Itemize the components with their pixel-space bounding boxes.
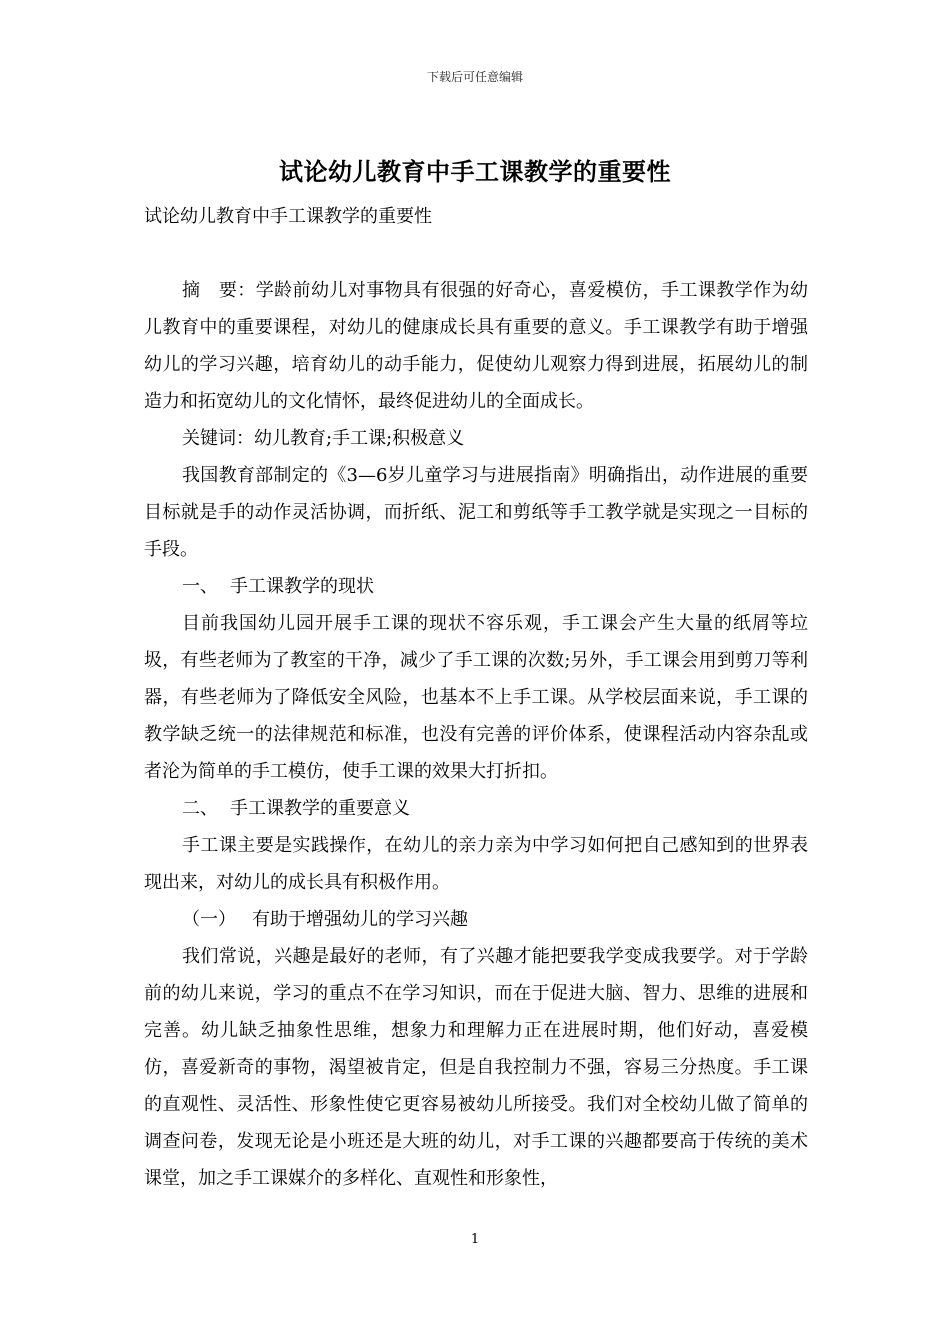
section-heading-2 xyxy=(144,790,808,827)
section-paragraph-1: 目前我国幼儿园开展手工课的现状不容乐观，手工课会产生大量的纸屑等垃圾，有些老师为了教室的干净，减少了手工课的次数;另外，手工课会用到剪刀等利器，有些老师为了降低安全风险，也基本不上手工课。从学校层面来说，手工课的教学缺乏统一的法律规范和标准，也没有完善的评价体系，使课程活动内容杂乱或者沦为简单的手工模仿，使手工课的效果大打折扣。 xyxy=(144,613,808,782)
subtitle: 试论幼儿教育中手工课教学的重要性 xyxy=(144,206,432,227)
keywords-paragraph: 关键词：幼儿教育;手工课;积极意义 xyxy=(182,428,465,449)
section-title-2: 手工课教学的重要意义 xyxy=(230,798,410,819)
subsection-number-1: （一） xyxy=(182,909,236,930)
section-paragraph-2: 手工课主要是实践操作，在幼儿的亲力亲为中学习如何把自己感知到的世界表现出来，对幼儿的成长具有积极作用。 xyxy=(144,835,808,893)
page-number: 1 xyxy=(470,1232,480,1247)
section-heading-1 xyxy=(144,568,808,605)
document-body xyxy=(144,198,808,1197)
subsection-heading-1 xyxy=(144,901,808,938)
header-note: 下载后可任意编辑 xyxy=(426,70,523,84)
section-title-1: 手工课教学的现状 xyxy=(230,576,374,597)
section-number-1: 一、 xyxy=(182,576,218,597)
abstract-paragraph: 摘 要：学龄前幼儿对事物具有很强的好奇心，喜爱模仿，手工课教学作为幼儿教育中的重要课程，对幼儿的健康成长具有重要的意义。手工课教学有助于增强幼儿的学习兴趣，培育幼儿的动手能力，促使幼儿观察力得到进展，拓展幼儿的制造力和拓宽幼儿的文化情怀，最终促进幼儿的全面成长。 xyxy=(144,280,808,412)
document-title: 试论幼儿教育中手工课教学的重要性 xyxy=(279,157,671,186)
section-number-2: 二、 xyxy=(182,798,218,819)
subsection-paragraph-1: 我们常说，兴趣是最好的老师，有了兴趣才能把要我学变成我要学。对于学龄前的幼儿来说，学习的重点不在学习知识，而在于促进大脑、智力、思维的进展和完善。幼儿缺乏抽象性思维，想象力和理解力正在进展时期，他们好动，喜爱模仿，喜爱新奇的事物，渴望被肯定，但是自我控制力不强，容易三分热度。手工课的直观性、灵活性、形象性使它更容易被幼儿所接受。我们对全校幼儿做了简单的调查问卷，发现无论是小班还是大班的幼儿，对手工课的兴趣都要高于传统的美术课堂，加之手工课媒介的多样化、直观性和形象性， xyxy=(144,946,808,1189)
intro-paragraph: 我国教育部制定的《3—6岁儿童学习与进展指南》明确指出，动作进展的重要目标就是手的动作灵活协调，而折纸、泥工和剪纸等手工教学就是实现之一目标的手段。 xyxy=(144,465,808,560)
subsection-title-1: 有助于增强幼儿的学习兴趣 xyxy=(252,909,468,930)
